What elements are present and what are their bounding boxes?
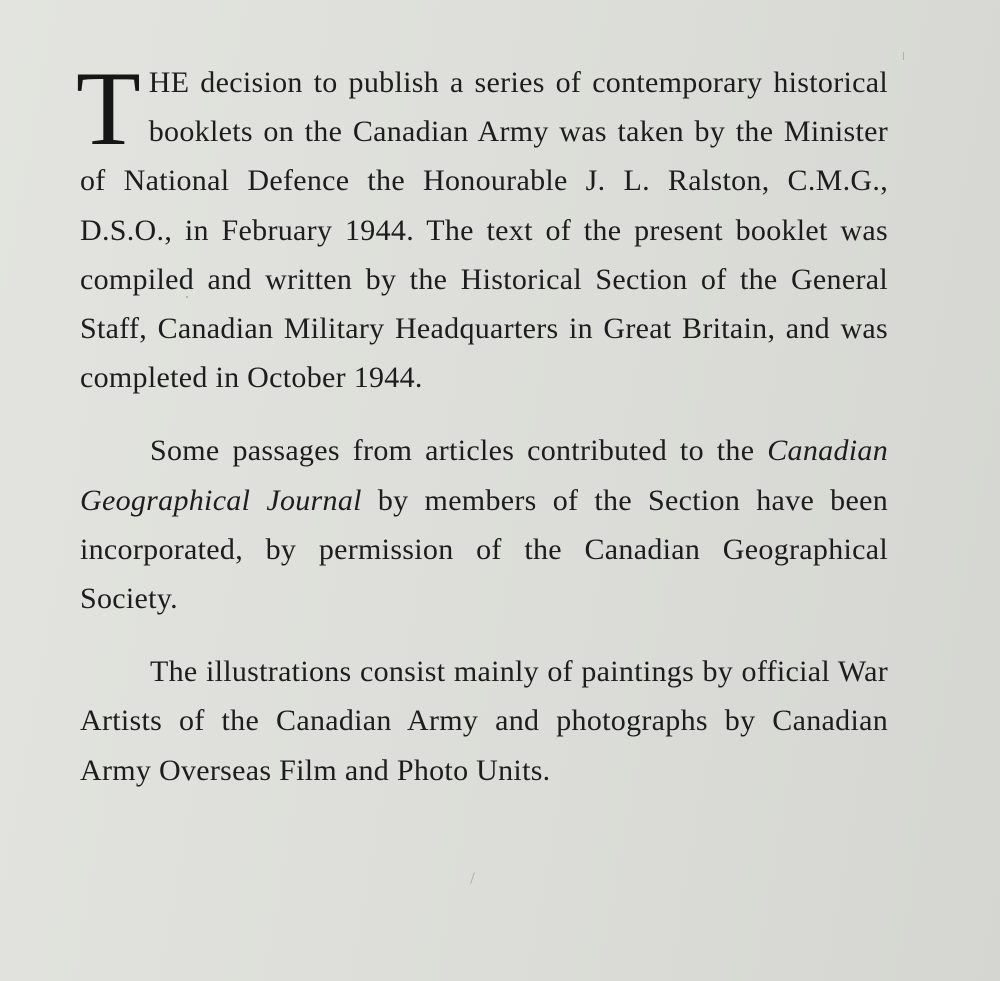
- paper-speck: [903, 52, 904, 60]
- paragraph-illustrations-text: The illustrations consist mainly of paintings by official War Artists of the Canadian Army and photographs by Canadian Army Overseas Film and Photo Units.: [80, 655, 888, 787]
- preface-text: [76, 50, 888, 795]
- paper-speck: [186, 296, 188, 298]
- paragraph-passages-lead: Some passages from articles contributed to the: [150, 434, 768, 468]
- journal-title: Canadian Geographical Journal: [80, 434, 888, 517]
- paper-speck: [470, 872, 475, 884]
- paragraph-passages-tail: by members of the Section have been incorporated, by permission of the Canadian Geographical Society.: [80, 483, 888, 616]
- drop-cap-letter: T: [76, 50, 141, 167]
- paragraph-illustrations: [80, 647, 888, 795]
- paragraph-decision: [76, 50, 888, 402]
- paragraph-passages: [80, 426, 888, 623]
- paragraph-decision-text: HE decision to publish a series of contemporary historical booklets on the Canadian Army was taken by the Minister of National Defence the Honourable J. L. Ralston, C.M.G., D.S.O., in February 1944. The text of the present booklet was compiled and written by the Historical Section of the General Staff, Canadian Military Headquarters in Great Britain, and was completed in October 1944.: [80, 66, 888, 395]
